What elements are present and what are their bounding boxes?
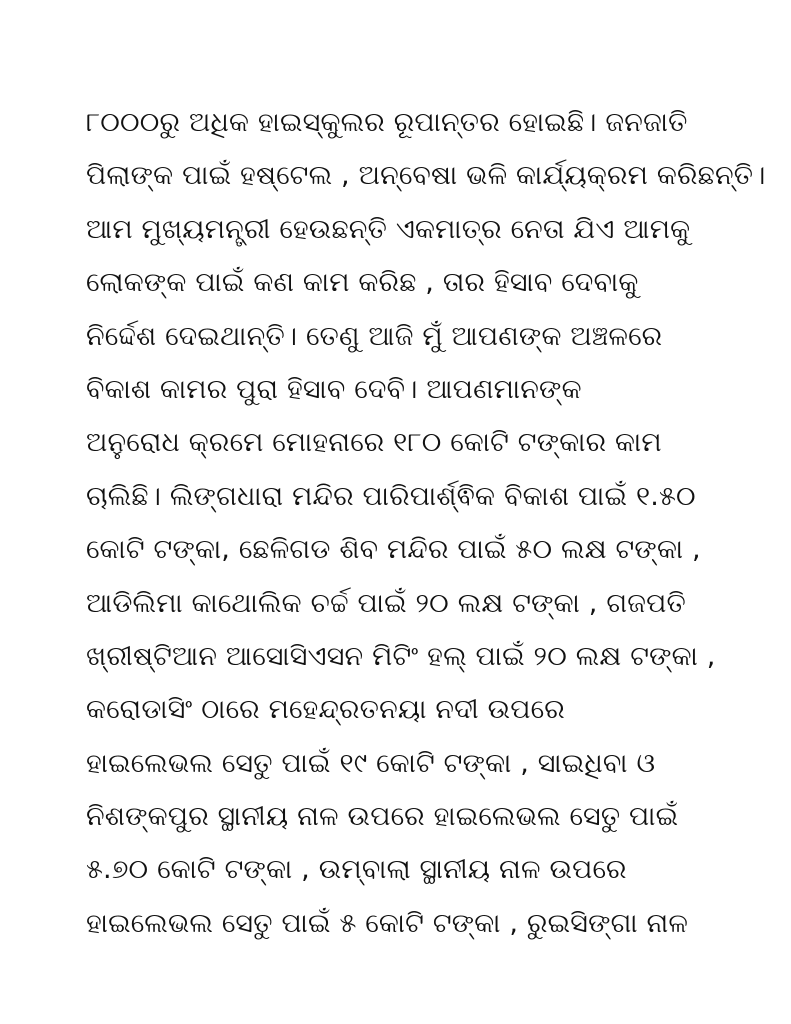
text-line: ନିର୍ଦ୍ଦେଶ ଦେଇଥାନ୍ତି। ତେଣୁ ଆଜି ମୁଁ ଆପଣଙ୍କ ଅଞ୍ଚଳରେ (86, 320, 663, 352)
text-line: ୮୦୦୦ରୁ ଅଧିକ ହାଇସ୍କୁଲର ରୂପାନ୍ତର ହୋଇଛି। ଜନଜାତି (86, 107, 688, 138)
text-line: ନିଶଙ୍କପୁର ସ୍ଥାନୀୟ ନାଳ ଉପରେ ହାଇଲେଭଲ ସେତୁ ପାଇଁ (86, 801, 679, 833)
body-text (86, 96, 766, 950)
text-line: ଅନୁରୋଧ କ୍ରମେ ମୋହନାରେ ୧୮୦ କୋଟି ଟଙ୍କାର କାମ (86, 427, 662, 459)
text-line: ୫.୭୦ କୋଟି ଟଙ୍କା , ଉମ୍ବାଲା ସ୍ଥାନୀୟ ନାଳ ଉପରେ (86, 854, 627, 886)
text-line: କୋଟି ଟଙ୍କା, ଛେଳିଗଡ ଶିବ ମନ୍ଦିର ପାଇଁ ୫୦ ଲକ୍ଷ ଟଙ୍କା , (86, 534, 701, 566)
text-line: ଚାଲିଛି। ଲିଙ୍ଗଧାରା ମନ୍ଦିର ପାରିପାର୍ଶ୍ଵିକ ବିକାଶ ପାଇଁ ୧.୫୦ (86, 480, 696, 512)
text-line: କରୋଡାସିଂ ଠାରେ ମହେନ୍ଦ୍ରତନୟା ନଦୀ ଉପରେ (86, 694, 565, 726)
text-line: ବିକାଶ କାମର ପୁରା ହିସାବ ଦେବି। ଆପଣମାନଙ୍କ (86, 373, 582, 405)
text-line: ହାଇଲେଭଲ ସେତୁ ପାଇଁ ୧୯ କୋଟି ଟଙ୍କା , ସାଇଧିବା ଓ (86, 747, 656, 779)
text-line: ଆମ ମୁଖ୍ୟମନ୍ତ୍ରୀ ହେଉଛନ୍ତି ଏକମାତ୍ର ନେତା ଯିଏ ଆମକୁ (86, 213, 691, 245)
text-line: ପିଲାଙ୍କ ପାଇଁ ହଷ୍ଟେଲ , ଅନ୍ବେଷା ଭଳି କାର୍ଯ୍ୟକ୍ରମ କରିଛନ୍ତି। (86, 160, 766, 192)
text-line: ହାଇଲେଭଲ ସେତୁ ପାଇଁ ୫ କୋଟି ଟଙ୍କା , ରୁଇସିଙ୍ଗା ନାଳ (86, 907, 689, 939)
text-line: ଖ୍ରୀଷ୍ଟିଆନ ଆସୋସିଏସନ ମିଟିଂ ହଲ୍ ପାଇଁ ୨୦ ଲକ୍ଷ ଟଙ୍କା , (86, 640, 716, 672)
text-line: ଆଡିଲିମା କାଥୋଲିକ ଚର୍ଚ୍ଚ ପାଇଁ ୨୦ ଲକ୍ଷ ଟଙ୍କା , ଗଜପତି (86, 587, 686, 619)
text-line: ଲୋକଙ୍କ ପାଇଁ କଣ କାମ କରିଛ , ତାର ହିସାବ ଦେବାକୁ (86, 267, 639, 299)
